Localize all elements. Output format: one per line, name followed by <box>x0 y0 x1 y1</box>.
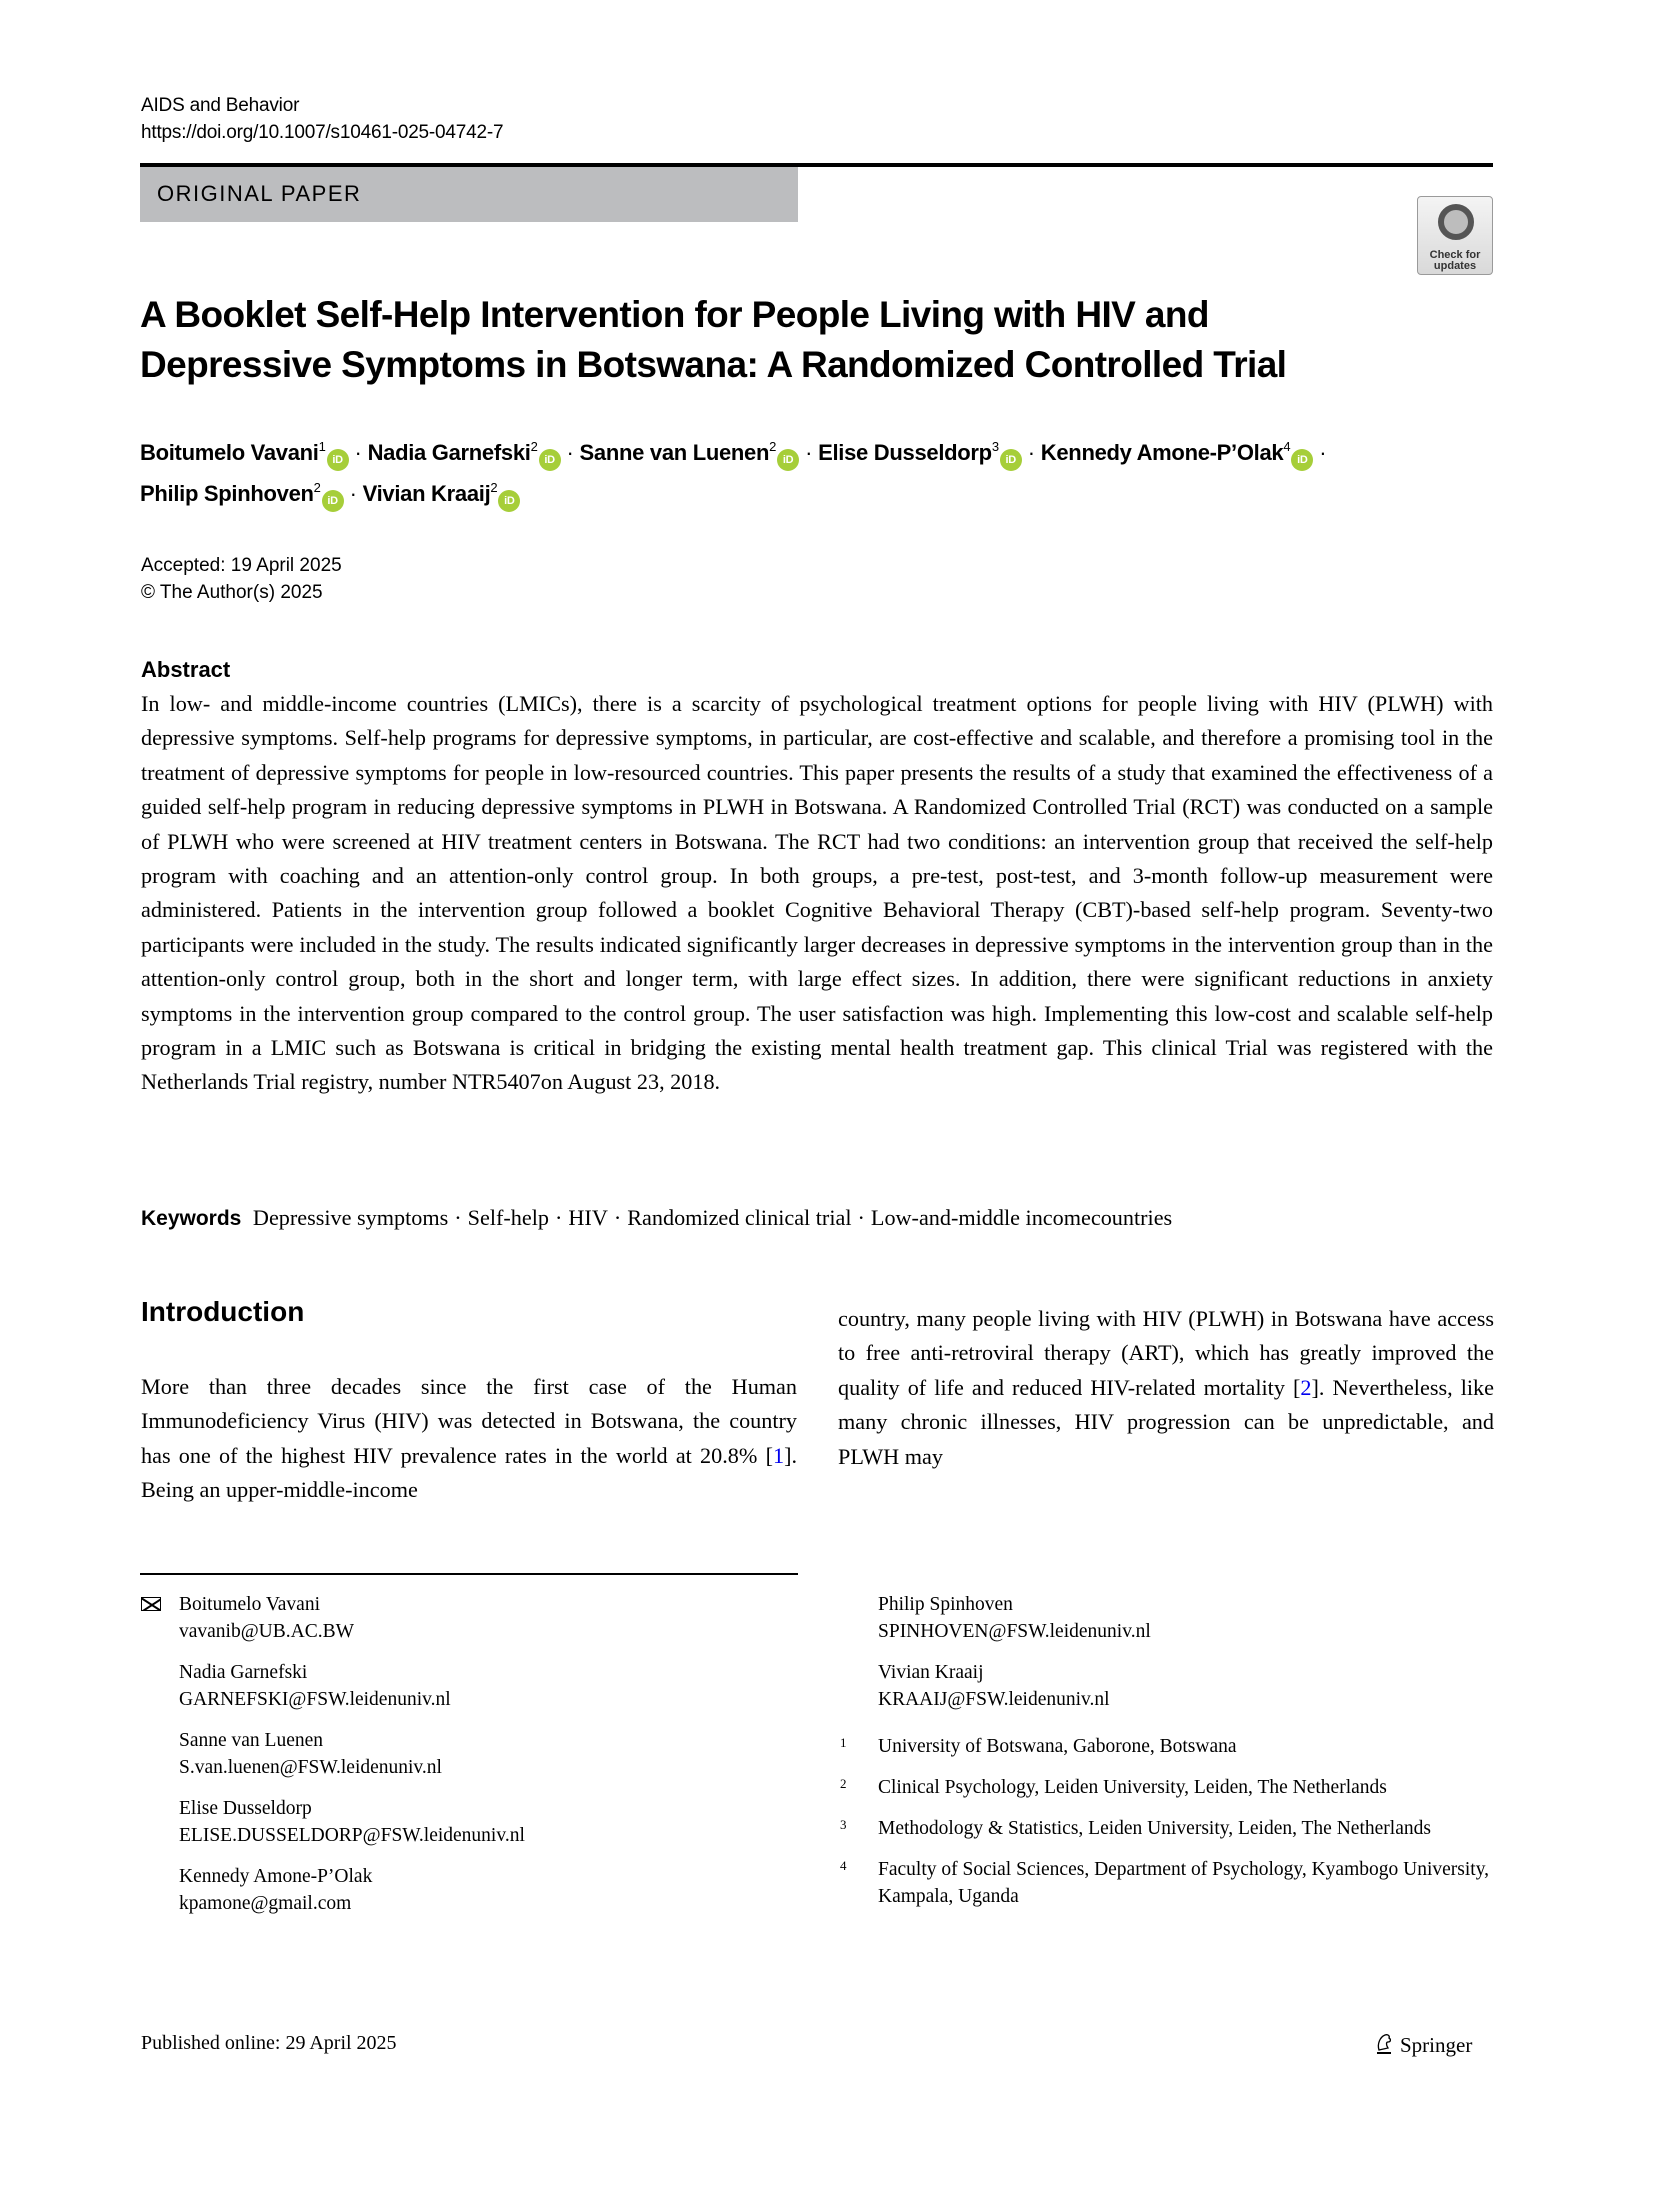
author-name[interactable]: Vivian Kraaij <box>362 481 491 506</box>
footnote-rule <box>140 1573 798 1575</box>
article-type: ORIGINAL PAPER <box>157 181 362 206</box>
contact-entry <box>141 1795 801 1849</box>
doi-link[interactable]: https://doi.org/10.1007/s10461-025-04742-7 <box>141 122 504 143</box>
introduction-heading: Introduction <box>141 1296 305 1327</box>
author-affiliation-number: 4 <box>1283 439 1291 454</box>
author-affiliation-number: 2 <box>490 480 498 495</box>
author-affiliation-number: 1 <box>318 439 326 454</box>
affiliation <box>840 1815 1500 1842</box>
contact-name: Sanne van Luenen <box>179 1730 324 1751</box>
author-list <box>140 430 1510 512</box>
author-name[interactable]: Boitumelo Vavani <box>140 440 319 465</box>
citation-link[interactable]: 1 <box>772 1442 785 1468</box>
orcid-icon[interactable]: iD <box>498 490 520 512</box>
author <box>363 481 521 506</box>
check-for-updates-badge[interactable] <box>1417 196 1493 275</box>
author-affiliation-number: 2 <box>530 439 538 454</box>
author <box>368 440 561 465</box>
abstract-heading: Abstract <box>141 657 231 682</box>
author-affiliation-number: 2 <box>769 439 777 454</box>
orcid-icon[interactable]: iD <box>777 449 799 471</box>
citation-link[interactable]: 2 <box>1300 1374 1312 1400</box>
crossmark-label-1: Check for <box>1429 249 1481 261</box>
title-line-2: Depressive Symptoms in Botswana: A Randomized Controlled Trial <box>140 344 1287 385</box>
contact-name: Philip Spinhoven <box>878 1594 1013 1615</box>
publisher-logo <box>1374 2032 1472 2058</box>
author-name[interactable]: Kennedy Amone-P’Olak <box>1040 440 1284 465</box>
author-contacts <box>141 1591 801 1931</box>
contact-email[interactable]: SPINHOVEN@FSW.leidenuniv.nl <box>878 1621 1151 1642</box>
contact-email[interactable]: GARNEFSKI@FSW.leidenuniv.nl <box>179 1689 451 1710</box>
affiliation-number: 3 <box>840 1817 847 1832</box>
author-separator: · <box>566 440 574 465</box>
envelope-icon <box>141 1597 161 1611</box>
author <box>140 440 349 465</box>
orcid-icon[interactable]: iD <box>322 490 344 512</box>
contact-email[interactable]: KRAAIJ@FSW.leidenuniv.nl <box>878 1689 1110 1710</box>
title-line-1: A Booklet Self-Help Intervention for People Living with HIV and <box>140 294 1209 335</box>
accepted-date: Accepted: 19 April 2025 <box>141 555 342 576</box>
author-contacts-continued <box>878 1591 1498 1727</box>
springer-horse-icon <box>1374 2032 1394 2056</box>
affiliation-text: Faculty of Social Sciences, Department of Psychology, Kyambogo University, Kampala, Uganda <box>878 1859 1490 1907</box>
contact-email[interactable]: kpamone@gmail.com <box>179 1893 352 1914</box>
affiliation-number: 2 <box>840 1776 847 1791</box>
keyword-separator: · <box>857 1205 865 1230</box>
contact-name: Vivian Kraaij <box>878 1662 984 1683</box>
keywords <box>141 1201 1493 1236</box>
orcid-icon[interactable]: iD <box>1000 449 1022 471</box>
contact-email[interactable]: vavanib@UB.AC.BW <box>179 1621 355 1642</box>
orcid-icon[interactable]: iD <box>1291 449 1313 471</box>
contact-name: Nadia Garnefski <box>179 1662 308 1683</box>
affiliation <box>840 1856 1500 1910</box>
author-separator: · <box>805 440 813 465</box>
author-affiliation-number: 3 <box>991 439 999 454</box>
contact-email[interactable]: ELISE.DUSSELDORP@FSW.leidenuniv.nl <box>179 1825 525 1846</box>
author <box>140 481 344 506</box>
author-name[interactable]: Philip Spinhoven <box>140 481 314 506</box>
contact-email[interactable]: S.van.luenen@FSW.leidenuniv.nl <box>179 1757 442 1778</box>
keywords-label: Keywords <box>141 1207 242 1230</box>
intro-text: ]. Nevertheless, like many chronic illnesses, HIV progression can be unpredictable, and PLWH may <box>838 1374 1494 1469</box>
crossmark-icon <box>1438 204 1474 240</box>
affiliation-text: University of Botswana, Gaborone, Botswana <box>878 1736 1237 1757</box>
author-separator: · <box>1027 440 1035 465</box>
affiliation-number: 4 <box>840 1858 847 1873</box>
affiliation-text: Clinical Psychology, Leiden University, Leiden, The Netherlands <box>878 1777 1387 1798</box>
keyword-separator: · <box>555 1205 563 1230</box>
contact-name: Kennedy Amone-P’Olak <box>179 1866 373 1887</box>
contact-entry <box>141 1727 801 1781</box>
author-affiliation-number: 2 <box>313 480 321 495</box>
orcid-icon[interactable]: iD <box>327 449 349 471</box>
contact-entry <box>141 1659 801 1713</box>
abstract-text: In low- and middle-income countries (LMICs), there is a scarcity of psychological treatment options for people living with HIV (PLWH) with depressive symptoms. Self-help programs for depressive symptoms, in particular, are cost-effective and scalable, and therefore a promising tool in the treatment of depressive symptoms for people in low-resourced countries. This paper presents the results of a study that examined the effectiveness of a guided self-help program in reducing depressive symptoms in PLWH in Botswana. A Randomized Controlled Trial (RCT) was conducted on a sample of PLWH who were screened at HIV treatment centers in Botswana. The RCT had two conditions: an intervention group that received the self-help program with coaching and an attention-only control group. In both groups, a pre-test, post-test, and 3-month follow-up measurement were administered. Patients in the intervention group followed a booklet Cognitive Behavioral Therapy (CBT)-based self-help program. Seventy-two participants were included in the study. The results indicated significantly larger decreases in depressive symptoms in the intervention group than in the attention-only control group, both in the short and longer term, with large effect sizes. In addition, there were significant reductions in anxiety symptoms in the intervention group compared to the control group. The user satisfaction was high. Implementing this low-cost and scalable self-help program in a LMIC such as Botswana is critical in bridging the existing mental health treatment gap. This clinical Trial was registered with the Netherlands Trial registry, number NTR5407on August 23, 2018. <box>141 691 1493 1095</box>
keyword: Randomized clinical trial <box>627 1205 852 1230</box>
intro-text: More than three decades since the first case of the Human Immunodeficiency Virus (HIV) was detected in Botswana, the country has one of the highest HIV prevalence rates in the world at 20.8% [ <box>141 1374 797 1468</box>
intro-text: country, many people living with HIV (PLWH) in Botswana have access to free anti-retroviral therapy (ART), which has greatly improved the quality of life and reduced HIV-related mortality [ <box>838 1306 1494 1400</box>
author <box>1041 440 1314 465</box>
keyword-separator: · <box>613 1205 622 1230</box>
affiliation <box>840 1733 1500 1760</box>
contact-entry <box>141 1863 801 1917</box>
introduction-left-column <box>141 1370 797 1508</box>
introduction-right-column <box>838 1302 1494 1474</box>
affiliation-number: 1 <box>840 1735 847 1750</box>
published-online-date: Published online: 29 April 2025 <box>141 2032 397 2054</box>
crossmark-label-2: updates <box>1433 260 1477 272</box>
keyword: HIV <box>568 1205 608 1230</box>
publisher-name: Springer <box>1400 2033 1473 2057</box>
author-name[interactable]: Elise Dusseldorp <box>818 440 992 465</box>
affiliations <box>840 1733 1500 1924</box>
copyright-notice: © The Author(s) 2025 <box>141 582 323 603</box>
intro-text: ]. Being an upper-middle-income <box>141 1442 797 1503</box>
keyword: Low-and-middle incomecountries <box>870 1205 1173 1230</box>
keyword: Self-help <box>467 1205 550 1230</box>
author <box>818 440 1022 465</box>
journal-name: AIDS and Behavior <box>141 95 300 116</box>
contact-name: Boitumelo Vavani <box>179 1594 321 1615</box>
contact-entry <box>141 1591 801 1645</box>
author <box>580 440 800 465</box>
affiliation <box>840 1774 1500 1801</box>
author-name[interactable]: Nadia Garnefski <box>367 440 531 465</box>
orcid-icon[interactable]: iD <box>539 449 561 471</box>
keyword-separator: · <box>454 1205 462 1230</box>
article-title <box>140 290 1400 390</box>
author-separator: · <box>354 440 362 465</box>
keyword: Depressive symptoms <box>252 1205 449 1230</box>
contact-name: Elise Dusseldorp <box>179 1798 312 1819</box>
journal-header <box>141 92 503 146</box>
article-dates <box>141 552 342 606</box>
author-separator: · <box>349 481 357 506</box>
contact-entry <box>878 1591 1498 1645</box>
contact-entry <box>878 1659 1498 1713</box>
author-name[interactable]: Sanne van Luenen <box>579 440 770 465</box>
affiliation-text: Methodology & Statistics, Leiden University, Leiden, The Netherlands <box>878 1818 1431 1839</box>
author-separator: · <box>1319 440 1327 465</box>
article-type-band <box>140 167 798 222</box>
